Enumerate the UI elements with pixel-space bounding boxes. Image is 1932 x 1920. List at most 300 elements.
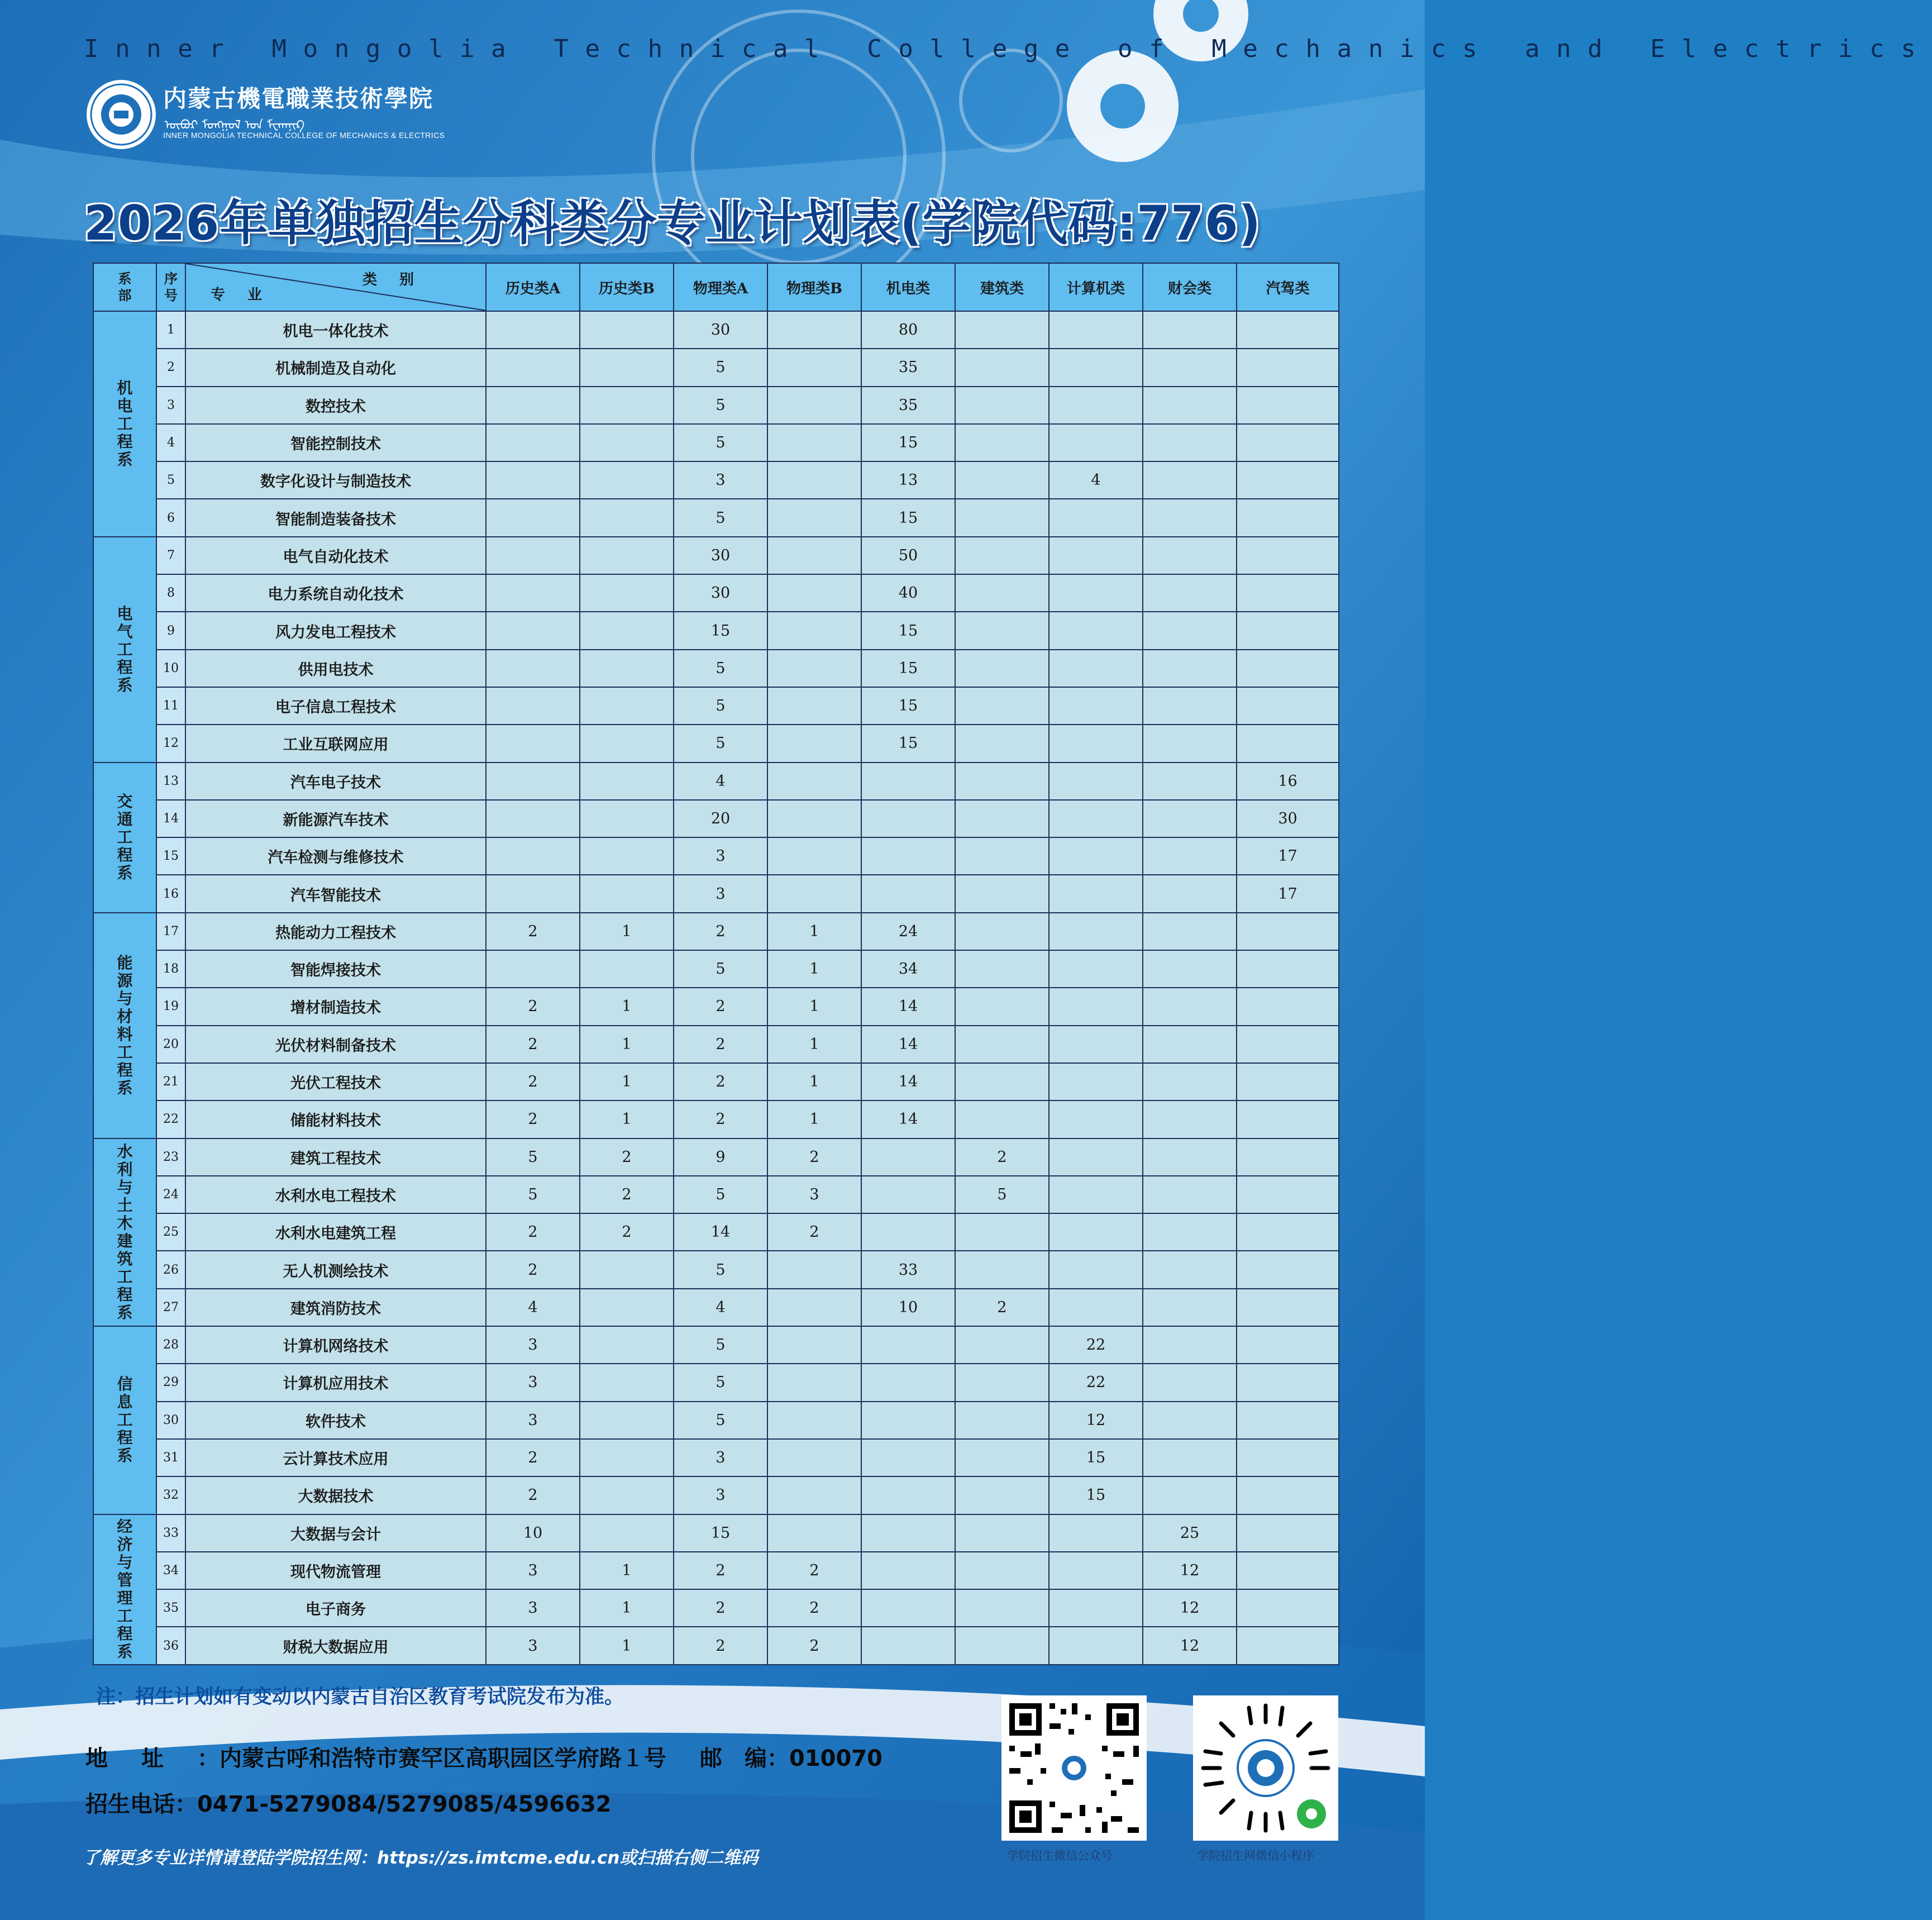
page-title: 2026年单独招生分科类分专业计划表(学院代码:776) — [84, 196, 1261, 251]
quota-cell — [1143, 349, 1237, 386]
quota-cell — [1049, 763, 1143, 800]
quota-cell — [580, 1251, 674, 1288]
quota-cell — [955, 311, 1049, 349]
quota-cell — [1237, 1589, 1339, 1627]
quota-cell — [1049, 1251, 1143, 1288]
quota-cell: 2 — [486, 913, 580, 950]
major-name-cell: 汽车电子技术 — [185, 763, 486, 800]
table-row — [93, 687, 1339, 725]
quota-cell: 2 — [580, 1213, 674, 1251]
quota-cell — [767, 837, 861, 875]
table-row — [93, 537, 1339, 574]
address-key: 地址 — [85, 1746, 197, 1771]
quota-cell: 14 — [861, 1100, 955, 1138]
quota-cell — [580, 387, 674, 424]
quota-cell — [861, 1138, 955, 1176]
quota-cell — [1237, 1026, 1339, 1063]
major-name-cell: 机电一体化技术 — [185, 311, 486, 349]
quota-cell — [1237, 725, 1339, 762]
seq-cell: 30 — [156, 1402, 185, 1439]
quota-cell: 13 — [861, 461, 955, 499]
quota-cell — [1143, 461, 1237, 499]
quota-cell: 17 — [1237, 875, 1339, 912]
major-name-cell: 云计算技术应用 — [185, 1439, 486, 1476]
quota-cell — [767, 763, 861, 800]
quota-cell — [1237, 687, 1339, 725]
quota-cell — [1049, 950, 1143, 988]
quota-cell — [955, 988, 1049, 1025]
quota-cell — [1143, 837, 1237, 875]
major-name-cell: 新能源汽车技术 — [185, 800, 486, 837]
table-body — [93, 311, 1339, 1665]
seq-cell: 21 — [156, 1063, 185, 1100]
quota-cell: 3 — [486, 1326, 580, 1364]
table-row — [93, 461, 1339, 499]
quota-cell — [1143, 1100, 1237, 1138]
quota-cell — [1237, 499, 1339, 536]
table-row — [93, 387, 1339, 424]
quota-cell — [1237, 461, 1339, 499]
quota-cell: 5 — [674, 387, 767, 424]
quota-cell — [767, 387, 861, 424]
table-row — [93, 763, 1339, 800]
major-name-cell: 数字化设计与制造技术 — [185, 461, 486, 499]
quota-cell: 12 — [1143, 1627, 1237, 1664]
quota-cell: 5 — [674, 687, 767, 725]
quota-cell — [1237, 1138, 1339, 1176]
quota-cell — [1143, 424, 1237, 461]
quota-cell — [486, 499, 580, 536]
quota-cell — [955, 875, 1049, 912]
table-row — [93, 574, 1339, 612]
quota-cell — [955, 950, 1049, 988]
quota-cell: 2 — [767, 1627, 861, 1664]
header-col: 财会类 — [1143, 263, 1237, 311]
quota-cell: 16 — [1237, 763, 1339, 800]
quota-cell — [861, 1439, 955, 1476]
seq-cell: 35 — [156, 1589, 185, 1627]
quota-cell — [861, 1627, 955, 1664]
header-col: 建筑类 — [955, 263, 1049, 311]
major-name-cell: 数控技术 — [185, 387, 486, 424]
table-header-row — [93, 263, 1339, 311]
seq-cell: 31 — [156, 1439, 185, 1476]
quota-cell: 1 — [767, 950, 861, 988]
major-name-cell: 电子商务 — [185, 1589, 486, 1627]
address-value: ：内蒙古呼和浩特市赛罕区高职园区学府路１号 — [197, 1746, 666, 1771]
quota-cell — [1237, 1439, 1339, 1476]
quota-cell — [1049, 1589, 1143, 1627]
note-text: 注：招生计划如有变动以内蒙古自治区教育考试院发布为准。 — [96, 1686, 624, 1708]
quota-cell — [955, 1514, 1049, 1552]
quota-cell: 5 — [674, 650, 767, 687]
quota-cell — [580, 687, 674, 725]
quota-cell — [1143, 1402, 1237, 1439]
quota-cell: 10 — [861, 1289, 955, 1326]
quota-cell — [861, 1514, 955, 1552]
seq-cell: 7 — [156, 537, 185, 574]
quota-cell: 2 — [580, 1138, 674, 1176]
table-row — [93, 1289, 1339, 1326]
major-name-cell: 增材制造技术 — [185, 988, 486, 1025]
quota-cell — [1049, 913, 1143, 950]
major-name-cell: 建筑工程技术 — [185, 1138, 486, 1176]
header-col: 历史类A — [486, 263, 580, 311]
quota-cell: 15 — [1049, 1476, 1143, 1514]
quota-cell — [486, 800, 580, 837]
quota-cell: 1 — [767, 988, 861, 1025]
quota-cell — [955, 1026, 1049, 1063]
table-row — [93, 913, 1339, 950]
quota-cell: 3 — [674, 837, 767, 875]
quota-cell: 3 — [486, 1364, 580, 1401]
quota-cell: 30 — [674, 537, 767, 574]
quota-cell: 14 — [861, 1026, 955, 1063]
quota-cell — [1237, 1213, 1339, 1251]
quota-cell: 1 — [580, 1063, 674, 1100]
table-row — [93, 1439, 1339, 1476]
quota-cell — [1049, 1026, 1143, 1063]
quota-cell: 5 — [486, 1138, 580, 1176]
table-row — [93, 1213, 1339, 1251]
quota-cell — [955, 1439, 1049, 1476]
seq-cell: 17 — [156, 913, 185, 950]
quota-cell — [1143, 913, 1237, 950]
quota-cell — [580, 349, 674, 386]
major-name-cell: 无人机测绘技术 — [185, 1251, 486, 1288]
quota-cell — [955, 725, 1049, 762]
quota-cell: 2 — [486, 1026, 580, 1063]
quota-cell: 2 — [674, 1063, 767, 1100]
quota-cell: 3 — [486, 1552, 580, 1589]
table-row — [93, 988, 1339, 1025]
quota-cell — [1143, 1364, 1237, 1401]
quota-cell — [1237, 1063, 1339, 1100]
seq-cell: 33 — [156, 1514, 185, 1552]
seq-cell: 19 — [156, 988, 185, 1025]
major-name-cell: 储能材料技术 — [185, 1100, 486, 1138]
quota-cell — [486, 837, 580, 875]
quota-cell — [767, 725, 861, 762]
major-name-cell: 大数据技术 — [185, 1476, 486, 1514]
quota-cell: 4 — [486, 1289, 580, 1326]
quota-cell: 2 — [767, 1589, 861, 1627]
seq-cell: 28 — [156, 1326, 185, 1364]
major-name-cell: 大数据与会计 — [185, 1514, 486, 1552]
quota-cell — [580, 311, 674, 349]
quota-cell — [955, 1476, 1049, 1514]
quota-cell — [955, 1326, 1049, 1364]
quota-cell — [1049, 612, 1143, 649]
quota-cell — [580, 1476, 674, 1514]
seq-cell: 12 — [156, 725, 185, 762]
quota-cell: 5 — [674, 1402, 767, 1439]
college-english-name: Inner Mongolia Technical College of Mechanics and Electrics — [84, 35, 1932, 63]
quota-cell — [580, 574, 674, 612]
quota-cell: 1 — [767, 1026, 861, 1063]
dept-cell: 交 通 工 程 系 — [93, 763, 156, 913]
quota-cell — [580, 1514, 674, 1552]
seq-cell: 29 — [156, 1364, 185, 1401]
header-col: 历史类B — [580, 263, 674, 311]
seq-cell: 3 — [156, 387, 185, 424]
table-row — [93, 612, 1339, 649]
quota-cell: 2 — [955, 1138, 1049, 1176]
major-name-cell: 汽车检测与维修技术 — [185, 837, 486, 875]
quota-cell: 15 — [861, 424, 955, 461]
dept-cell: 机 电 工 程 系 — [93, 311, 156, 537]
major-name-cell: 电力系统自动化技术 — [185, 574, 486, 612]
quota-cell — [767, 537, 861, 574]
major-name-cell: 软件技术 — [185, 1402, 486, 1439]
phone-value: ：0471-5279084/5279085/4596632 — [175, 1792, 612, 1817]
quota-cell — [486, 349, 580, 386]
quota-cell: 9 — [674, 1138, 767, 1176]
table-row — [93, 1476, 1339, 1514]
table-row — [93, 311, 1339, 349]
quota-cell — [861, 837, 955, 875]
table-row — [93, 349, 1339, 386]
quota-cell — [1143, 1251, 1237, 1288]
quota-cell: 5 — [674, 725, 767, 762]
quota-cell — [861, 1213, 955, 1251]
quota-cell — [486, 311, 580, 349]
table-row — [93, 1100, 1339, 1138]
quota-cell — [1143, 725, 1237, 762]
table-row — [93, 1138, 1339, 1176]
quota-cell — [861, 1589, 955, 1627]
quota-cell — [580, 650, 674, 687]
quota-cell — [1143, 1213, 1237, 1251]
quota-cell — [1237, 1476, 1339, 1514]
seq-cell: 36 — [156, 1627, 185, 1664]
quota-cell — [1237, 574, 1339, 612]
quota-cell — [1049, 1213, 1143, 1251]
quota-cell: 2 — [486, 1251, 580, 1288]
seq-cell: 9 — [156, 612, 185, 649]
quota-cell — [1049, 574, 1143, 612]
quota-cell — [580, 950, 674, 988]
quota-cell — [486, 537, 580, 574]
quota-cell — [767, 424, 861, 461]
quota-cell: 4 — [674, 763, 767, 800]
postcode-key: 邮 编 — [700, 1746, 767, 1771]
seq-cell: 13 — [156, 763, 185, 800]
quota-cell — [1049, 1138, 1143, 1176]
quota-cell — [955, 1063, 1049, 1100]
quota-cell — [861, 1402, 955, 1439]
quota-cell: 5 — [674, 1326, 767, 1364]
quota-cell — [1237, 537, 1339, 574]
address-line — [85, 1741, 882, 1773]
major-name-cell: 供用电技术 — [185, 650, 486, 687]
table-row — [93, 650, 1339, 687]
quota-cell: 2 — [674, 1627, 767, 1664]
quota-cell: 1 — [580, 1100, 674, 1138]
major-name-cell: 智能制造装备技术 — [185, 499, 486, 536]
quota-cell — [1237, 1100, 1339, 1138]
dept-cell: 电 气 工 程 系 — [93, 537, 156, 763]
seq-cell: 26 — [156, 1251, 185, 1288]
dept-cell: 信 息 工 程 系 — [93, 1326, 156, 1514]
mini-program-qr-code-icon[interactable] — [1193, 1695, 1338, 1841]
dept-cell: 水 利 与 土 木 建 筑 工 程 系 — [93, 1138, 156, 1326]
header-col: 计算机类 — [1049, 263, 1143, 311]
quota-cell — [1143, 537, 1237, 574]
quota-cell: 2 — [580, 1176, 674, 1213]
table-row — [93, 1552, 1339, 1589]
quota-cell — [767, 800, 861, 837]
table-row — [93, 1589, 1339, 1627]
quota-cell — [486, 574, 580, 612]
quota-cell: 15 — [674, 1514, 767, 1552]
quota-cell — [1049, 1552, 1143, 1589]
quota-cell: 2 — [486, 1476, 580, 1514]
seq-cell: 27 — [156, 1289, 185, 1326]
quota-cell — [1143, 800, 1237, 837]
quota-cell — [767, 1476, 861, 1514]
quota-cell: 2 — [767, 1213, 861, 1251]
quota-cell — [767, 499, 861, 536]
seq-cell: 6 — [156, 499, 185, 536]
major-name-cell: 电子信息工程技术 — [185, 687, 486, 725]
table-row — [93, 950, 1339, 988]
quota-cell — [1049, 650, 1143, 687]
quota-cell — [861, 1176, 955, 1213]
table-row — [93, 725, 1339, 762]
quota-cell: 15 — [674, 612, 767, 649]
quota-cell: 30 — [674, 574, 767, 612]
quota-cell — [1049, 387, 1143, 424]
quota-cell — [861, 1326, 955, 1364]
quota-cell: 5 — [674, 950, 767, 988]
seq-cell: 15 — [156, 837, 185, 875]
quota-cell: 3 — [674, 461, 767, 499]
quota-cell — [861, 763, 955, 800]
quota-cell: 15 — [861, 612, 955, 649]
quota-cell: 4 — [1049, 461, 1143, 499]
quota-cell — [955, 1364, 1049, 1401]
header-seq: 序 号 — [156, 263, 185, 311]
quota-cell: 1 — [767, 1063, 861, 1100]
phone-line — [85, 1786, 612, 1818]
header-diagonal-cell — [185, 263, 486, 311]
quota-cell — [580, 461, 674, 499]
quota-cell — [1143, 1289, 1237, 1326]
quota-cell — [1049, 837, 1143, 875]
quota-cell: 22 — [1049, 1326, 1143, 1364]
dept-cell: 经 济 与 管 理 工 程 系 — [93, 1514, 156, 1665]
wechat-account-qr-code-icon[interactable] — [1001, 1695, 1147, 1841]
quota-cell — [767, 875, 861, 912]
quota-cell: 1 — [767, 1100, 861, 1138]
quota-cell: 2 — [674, 1589, 767, 1627]
quota-cell — [861, 1552, 955, 1589]
quota-cell — [955, 574, 1049, 612]
header-col: 汽驾类 — [1237, 263, 1339, 311]
quota-cell: 17 — [1237, 837, 1339, 875]
quota-cell — [1049, 875, 1143, 912]
quota-cell — [767, 1251, 861, 1288]
table-row — [93, 424, 1339, 461]
seq-cell: 22 — [156, 1100, 185, 1138]
quota-cell — [1237, 913, 1339, 950]
quota-cell: 1 — [767, 913, 861, 950]
quota-cell — [580, 1402, 674, 1439]
footer-website-text: 了解更多专业详情请登陆学院招生网：https://zs.imtcme.edu.cn或扫描右侧二维码 — [83, 1848, 759, 1868]
quota-cell: 1 — [580, 988, 674, 1025]
seq-cell: 2 — [156, 349, 185, 386]
qr-caption-mini-program: 学院招生网微信小程序 — [1197, 1849, 1314, 1862]
quota-cell: 40 — [861, 574, 955, 612]
quota-cell: 30 — [1237, 800, 1339, 837]
table-row — [93, 1326, 1339, 1364]
quota-cell — [1237, 988, 1339, 1025]
quota-cell: 4 — [674, 1289, 767, 1326]
header-col: 物理类A — [674, 263, 767, 311]
quota-cell — [767, 612, 861, 649]
quota-cell — [1049, 988, 1143, 1025]
quota-cell — [486, 950, 580, 988]
quota-cell: 5 — [674, 1176, 767, 1213]
quota-cell: 2 — [486, 1100, 580, 1138]
quota-cell — [1237, 349, 1339, 386]
quota-cell — [767, 650, 861, 687]
major-name-cell: 机械制造及自动化 — [185, 349, 486, 386]
table-row — [93, 837, 1339, 875]
quota-cell — [1049, 725, 1143, 762]
quota-cell: 15 — [861, 725, 955, 762]
quota-cell: 2 — [674, 988, 767, 1025]
quota-cell — [955, 349, 1049, 386]
quota-cell: 3 — [674, 1476, 767, 1514]
quota-cell — [580, 725, 674, 762]
quota-cell — [955, 1402, 1049, 1439]
quota-cell: 2 — [955, 1289, 1049, 1326]
header-category-label: 类别 — [362, 271, 436, 288]
quota-cell: 5 — [674, 349, 767, 386]
quota-cell — [1143, 1063, 1237, 1100]
major-name-cell: 计算机应用技术 — [185, 1364, 486, 1401]
major-name-cell: 财税大数据应用 — [185, 1627, 486, 1664]
quota-cell — [1143, 1476, 1237, 1514]
quota-cell — [1143, 1439, 1237, 1476]
quota-cell — [1143, 650, 1237, 687]
quota-cell: 2 — [767, 1138, 861, 1176]
phone-key: 招生电话 — [85, 1792, 175, 1817]
quota-cell — [955, 800, 1049, 837]
major-name-cell: 现代物流管理 — [185, 1552, 486, 1589]
major-name-cell: 汽车智能技术 — [185, 875, 486, 912]
quota-cell — [1143, 612, 1237, 649]
quota-cell: 2 — [767, 1552, 861, 1589]
major-name-cell: 热能动力工程技术 — [185, 913, 486, 950]
quota-cell — [955, 537, 1049, 574]
quota-cell — [1237, 950, 1339, 988]
quota-cell: 2 — [674, 1552, 767, 1589]
major-name-cell: 光伏材料制备技术 — [185, 1026, 486, 1063]
quota-cell — [1049, 537, 1143, 574]
quota-cell — [1049, 1063, 1143, 1100]
seq-cell: 8 — [156, 574, 185, 612]
quota-cell — [1049, 687, 1143, 725]
quota-cell: 5 — [486, 1176, 580, 1213]
quota-cell: 22 — [1049, 1364, 1143, 1401]
table-row — [93, 1364, 1339, 1401]
seq-cell: 10 — [156, 650, 185, 687]
quota-cell: 1 — [580, 1627, 674, 1664]
quota-cell — [767, 461, 861, 499]
